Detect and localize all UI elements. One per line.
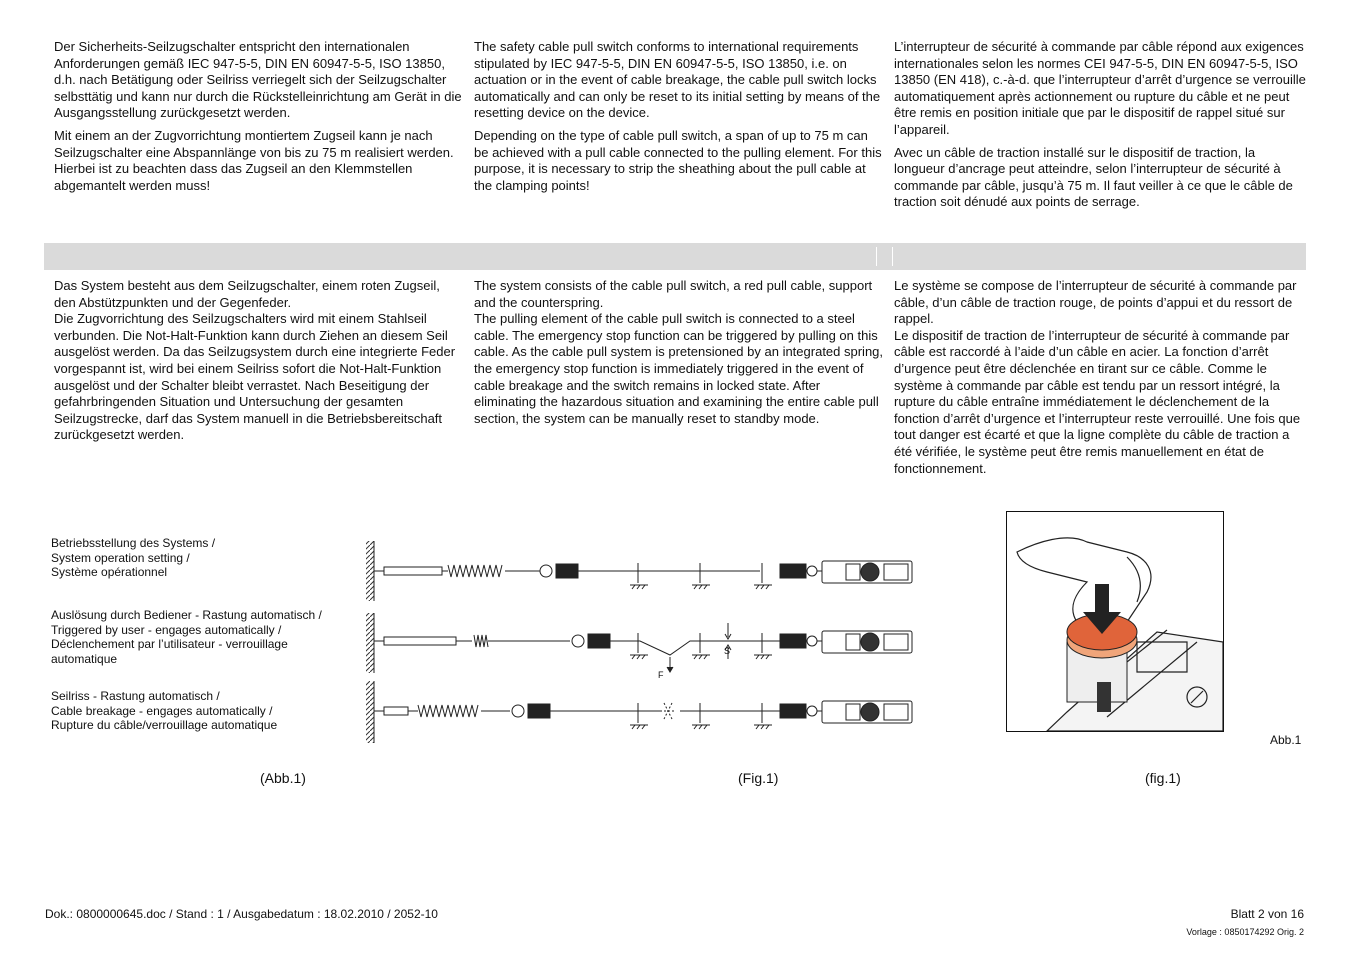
caption-de: (Abb.1) (260, 770, 306, 786)
paragraph: Mit einem an der Zugvorrichtung montiertem Zugseil kann je nach Seilzugschalter eine Abspannlänge von bis zu 75 m realisiert werden. Hierbei ist zu beachten dass das Zugseil an den Klemmstellen abgemantelt werden muss! (54, 127, 454, 193)
footer-doc-info: Dok.: 0800000645.doc / Stand : 1 / Ausgabedatum : 18.02.2010 / 2052-10 (45, 907, 438, 921)
diagram-row-triggered (366, 613, 912, 673)
paragraph: Das System besteht aus dem Seilzugschalter, einem roten Zugseil, den Abstützpunkten und der Gegenfeder. (54, 278, 440, 310)
figure-label-triggered: Auslösung durch Bediener - Rastung automatisch / Triggered by user - engages automatically / Déclenchement par l’utilisateur - verrouillage automatique (51, 608, 322, 666)
abb-label-small: Abb.1 (1270, 733, 1302, 747)
reset-button-illustration (1006, 511, 1224, 732)
system-text-en (474, 278, 884, 427)
marker-f: F (658, 670, 664, 680)
paragraph: The safety cable pull switch conforms to international requirements stipulated by IEC 947-5-5, DIN EN 60947-5-5, ISO 13850, i.e. on actuation or in the event of cable breakage, the cable pull switch locks automatically and can only be reset to its initial setting by means of the resetting device on the device. (474, 39, 881, 121)
intro-text-de (54, 39, 464, 200)
intro-text-en (474, 39, 884, 200)
caption-fr: (fig.1) (1145, 770, 1181, 786)
marker-s: S (724, 646, 731, 656)
band-tick (876, 247, 877, 266)
diagram-row-operation (366, 541, 912, 601)
section-divider-band (44, 243, 1306, 270)
band-tick (892, 247, 893, 266)
paragraph: Le dispositif de traction de l’interrupteur de sécurité à commande par câble est raccordé à l’aide d’un câble en acier. La fonction d’arrêt d’urgence peut être déclenchée en tirant sur ce câble. Comme le système à commande par câble est tendu par un ressort intégré, la rupture du câble entraîne immédiatement le déclenchement de la fonction d’arrêt d’urgence et l’interrupteur reste verrouillé. Une fois que tout danger est écarté et que la ligne complète du câble de traction a été vérifiée, le système peut être remis manuellement en état de fonctionnement. (894, 327, 1301, 476)
caption-en: (Fig.1) (738, 770, 779, 786)
system-text-fr (894, 278, 1306, 477)
footer-page-number: Blatt 2 von 16 (1230, 907, 1304, 921)
diagram-row-breakage (366, 681, 912, 743)
cable-system-diagram (360, 535, 920, 747)
intro-text-fr (894, 39, 1306, 217)
figure-label-breakage: Seilriss - Rastung automatisch / Cable breakage - engages automatically / Rupture du câble/verrouillage automatique (51, 689, 278, 733)
paragraph: Depending on the type of cable pull switch, a span of up to 75 m can be achieved with a pull cable connected to the pulling element. For this purpose, it is necessary to strip the sheathing about the pull cable at the clamping points! (474, 127, 882, 193)
paragraph: The system consists of the cable pull switch, a red pull cable, support and the counterspring. (474, 278, 873, 310)
system-text-de (54, 278, 464, 444)
footer-template: Vorlage : 0850174292 Orig. 2 (1186, 927, 1304, 937)
figure-label-operation: Betriebsstellung des Systems / System operation setting / Système opérationnel (51, 536, 216, 580)
paragraph: The pulling element of the cable pull switch is connected to a steel cable. The emergency stop function can be triggered by pulling on this cable. As the cable pull system is pretensioned by an integrated spring, the emergency stop function is immediately triggered in the event of cable breakage and the switch remains in locked state. After eliminating the hazardous situation and examining the entire cable pull section, the system can be manually reset to standby mode. (474, 311, 884, 426)
paragraph: Die Zugvorrichtung des Seilzugschalters wird mit einem Stahlseil verbunden. Die Not-Halt-Funktion kann durch Ziehen an diesem Seil ausgelöst werden. Da das Seilzugsystem durch eine integrierte Feder vorgespannt ist, wird bei einem Seilriss sofort die Not-Halt-Funktion ausgelöst und der Schalter bleibt verrastet. Nach Beseitigung der gefahrbringenden Situation und Untersuchung der gesamten Seilzugstrecke, darf das System manuell in die Betriebsbereitschaft zurückgesetzt werden. (54, 311, 456, 443)
paragraph: L’interrupteur de sécurité à commande par câble répond aux exigences internationales selon les normes CEI 947-5-5, DIN EN 60947-5-5, ISO 13850 (EN 418), c.-à-d. que l’interrupteur d’arrêt d’urgence se verrouille automatiquement après actionnement ou rupture du câble et ne peut être remis en position initiale que par le dispositif de rappel situé sur l’appareil. (894, 39, 1306, 137)
paragraph: Avec un câble de traction installé sur le dispositif de traction, la longueur d’ancrage peut atteindre, selon l’interrupteur de sécurité à commande par câble, jusqu’à 75 m. Il faut veiller à ce que le câble de traction soit dénudé aux points de serrage. (894, 144, 1293, 210)
paragraph: Le système se compose de l’interrupteur de sécurité à commande par câble, d’un câble de traction rouge, de points d’appui et du ressort de rappel. (894, 278, 1297, 327)
paragraph: Der Sicherheits-Seilzugschalter entspricht den internationalen Anforderungen gemäß IEC 947-5-5, DIN EN 60947-5-5, ISO 13850, d.h. nach Betätigung oder Seilriss verriegelt sich der Seilzugschalter selbsttätig und kann nur durch die Rückstelleinrichtung am Gerät in die Ausgangsstellung zurückgesetzt werden. (54, 39, 462, 121)
